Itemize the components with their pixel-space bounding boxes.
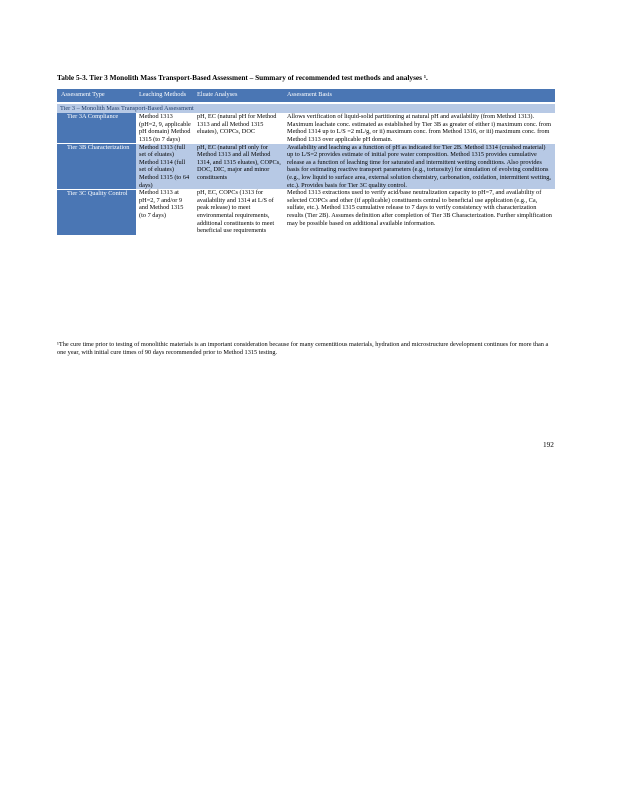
header-assessment-type: Assessment Type xyxy=(57,89,136,103)
page-number: 192 xyxy=(543,440,554,449)
row-methods: Method 1313 (pH=2, 9, applicable pH domain) Method 1315 (to 7 days) xyxy=(139,113,191,143)
table-row xyxy=(57,113,555,143)
row-methods: Method 1313 at pH=2, 7 and/or 9 and Method 1315 (to 7 days) xyxy=(139,189,184,219)
row-type: Tier 3A Compliance xyxy=(57,113,136,143)
section-title: Tier 3 – Monolith Mass Transport-Based Assessment xyxy=(57,103,555,114)
row-eluate: pH, EC (natural pH for Method 1313 and all Method 1315 eluates), COPCs, DOC xyxy=(197,113,277,136)
assessment-table xyxy=(57,89,555,235)
table-footnote: ¹The cure time prior to testing of monolithic materials is an important consideration because for many cementitious materials, hydration and microstructure development continues for more than a one year, with initial cure times of 90 days recommended prior to Method 1315 testing. xyxy=(57,341,549,357)
row-eluate: pH, EC (natural pH only for Method 1313 and all Method 1314, and 1315 eluates), COPCs, DOC, DIC, major and minor constituents xyxy=(194,144,284,190)
table-row xyxy=(57,144,555,190)
row-basis: Allows verification of liquid-solid partitioning at natural pH and availability (from Method 1313). Maximum leachate conc. estimated as established by Tier 3B as greater of either i) maximum conc. from Method 1314 up to L/S =2 mL/g, or ii) maximum conc. from Method 1316, or iii) maximum conc. from Method 1313 over applicable pH domain. xyxy=(287,113,552,143)
table-header-row xyxy=(57,89,555,103)
table-row xyxy=(57,189,555,235)
row-methods: Method 1313 (full set of eluates) Method 1314 (full set of eluates) Method 1315 (to 64 days) xyxy=(136,144,194,190)
table-caption: Table 5-3. Tier 3 Monolith Mass Transport-Based Assessment – Summary of recommended test methods and analyses ¹. xyxy=(57,73,428,82)
row-type: Tier 3C Quality Control xyxy=(57,189,136,235)
header-eluate-analyses: Eluate Analyses xyxy=(194,89,284,103)
section-row xyxy=(57,103,555,114)
header-leaching-methods: Leaching Methods xyxy=(136,89,194,103)
header-assessment-basis: Assessment Basis xyxy=(284,89,555,103)
row-eluate: pH, EC, COPCs (1313 for availability and 1314 at L/S of peak release) to meet environmental requirements, additional constituents to meet beneficial use requirements xyxy=(197,189,275,235)
row-basis: Availability and leaching as a function of pH as indicated for Tier 2B. Method 1314 (crushed material) up to L/S=2 provides estimate of initial pore water composition. Method 1315 provides cumulative release as a function of leaching time for saturated and intermittent wetting conditions. Also provides basis for estimating reactive transport parameters (e.g., tortuosity) for simulation of evolving conditions (e.g., low liquid to surface area, external solution chemistry, carbonation, oxidation, intermittent wetting, etc.). Provides basis for Tier 3C quality control. xyxy=(284,144,555,190)
row-type: Tier 3B Characterization xyxy=(57,144,136,190)
row-basis: Method 1313 extractions used to verify acid/base neutralization capacity to pH=7, and availability of selected COPCs and other (if applicable) constituents central to beneficial use application (e.g., Ca, sulfate, etc.). Method 1315 cumulative release to 7 days to verify consistency with characterization results (Tier 2B). Assumes definition after completion of Tier 3B Characterization. Further simplification may be possible based on additional available information. xyxy=(287,189,552,227)
